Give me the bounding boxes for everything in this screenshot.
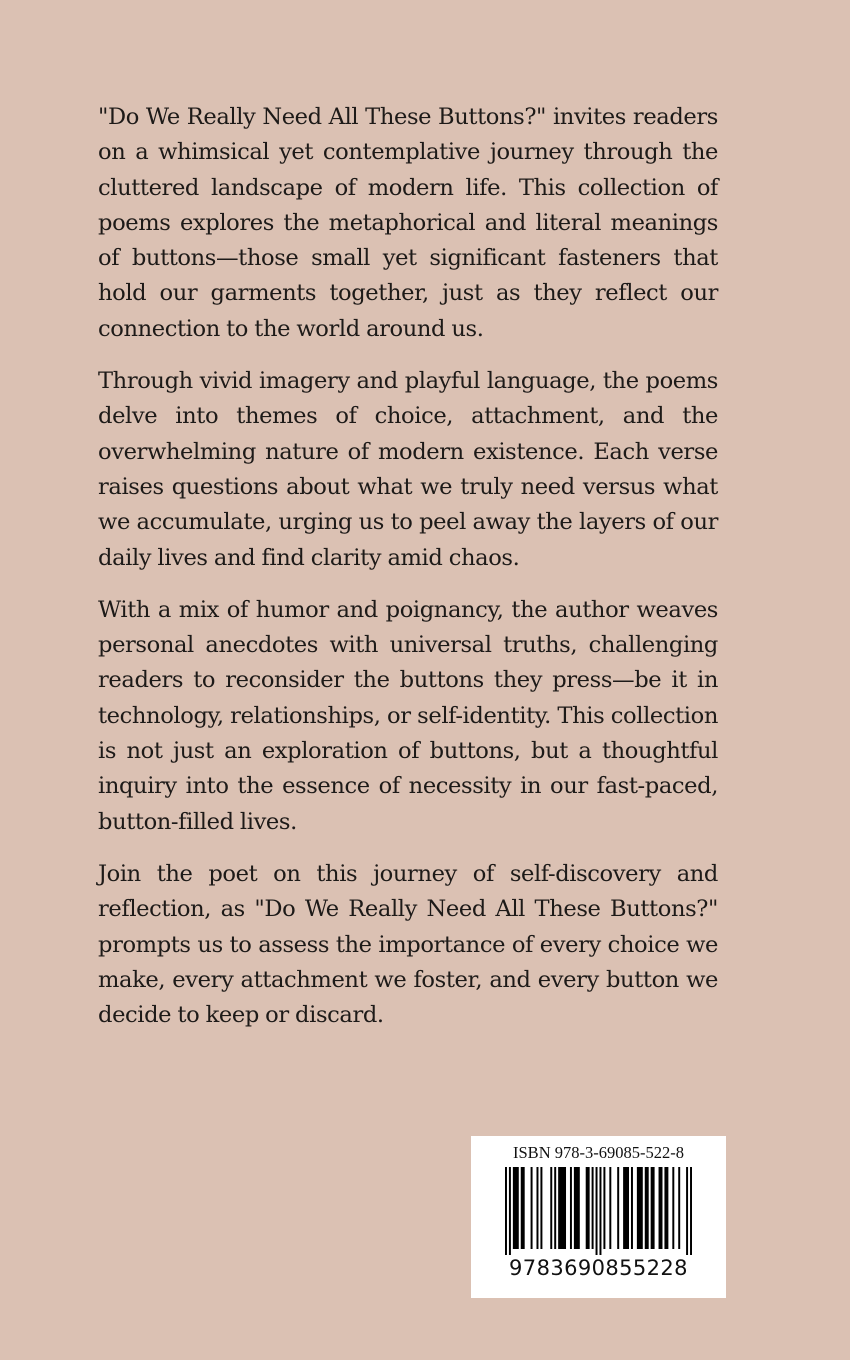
blurb-text bbox=[98, 100, 718, 1050]
barcode-bar bbox=[686, 1167, 688, 1255]
blurb-paragraph-1: "Do We Really Need All These Buttons?" invites readers on a whimsical yet contemplative journey through the cluttered landscape of modern life. This collection of poems explores the metaphorical and literal meanings of buttons—those small yet significant fasteners that hold our garments together, just as they reflect our connection to the world around us. bbox=[98, 104, 718, 342]
isbn-barcode-box bbox=[471, 1136, 726, 1298]
barcode-bar bbox=[521, 1167, 525, 1249]
barcode-bar bbox=[513, 1167, 519, 1249]
barcode-bar bbox=[596, 1167, 598, 1255]
barcode-bar bbox=[599, 1167, 601, 1255]
barcode-bar bbox=[531, 1167, 533, 1249]
blurb-paragraph-2: Through vivid imagery and playful language, the poems delve into themes of choice, attachment, and the overwhelming nature of modern existence. Each verse raises questions about what we truly need versus what we accumulate, urging us to peel away the layers of our daily lives and find clarity amid chaos. bbox=[98, 368, 718, 571]
barcode-bar bbox=[690, 1167, 692, 1255]
blurb-paragraph-4: Join the poet on this journey of self-discovery and reflection, as "Do We Really Need All These Buttons?" prompts us to assess the importance of every choice we make, every attachment we foster, and every button we decide to keep or discard. bbox=[98, 860, 718, 1029]
barcode-bar bbox=[586, 1167, 590, 1249]
barcode-bar bbox=[678, 1167, 680, 1249]
barcode-bar bbox=[509, 1167, 511, 1255]
barcode-bar bbox=[672, 1167, 674, 1249]
barcode-bar bbox=[536, 1167, 538, 1249]
barcode-bar bbox=[664, 1167, 668, 1249]
barcode-bar bbox=[617, 1167, 619, 1249]
barcode-icon bbox=[505, 1167, 692, 1255]
barcode-bar bbox=[592, 1167, 594, 1249]
barcode-bar bbox=[505, 1167, 507, 1255]
barcode-bar bbox=[623, 1167, 629, 1249]
barcode-bar bbox=[659, 1167, 663, 1249]
barcode-bar bbox=[631, 1167, 633, 1249]
barcode-bar bbox=[574, 1167, 580, 1249]
blurb-paragraph-3: With a mix of humor and poignancy, the author weaves personal anecdotes with universal truths, challenging readers to reconsider the buttons they press—be it in technology, relationships, or self-identity. This collection is not just an exploration of buttons, but a thoughtful inquiry into the essence of necessity in our fast-paced, button-filled lives. bbox=[98, 596, 718, 835]
barcode-bar bbox=[603, 1167, 605, 1249]
barcode-bar bbox=[645, 1167, 649, 1249]
barcode-bar bbox=[558, 1167, 566, 1249]
barcode-bar bbox=[554, 1167, 556, 1249]
barcode-bar bbox=[550, 1167, 552, 1249]
barcode-digits: 9783690855228 bbox=[509, 1256, 688, 1280]
barcode-bar bbox=[540, 1167, 542, 1249]
isbn-label: ISBN 978-3-69085-522-8 bbox=[513, 1143, 684, 1162]
barcode-bar bbox=[637, 1167, 643, 1249]
barcode-bar bbox=[609, 1167, 611, 1249]
barcode-bar bbox=[570, 1167, 572, 1249]
barcode-bar bbox=[651, 1167, 655, 1249]
